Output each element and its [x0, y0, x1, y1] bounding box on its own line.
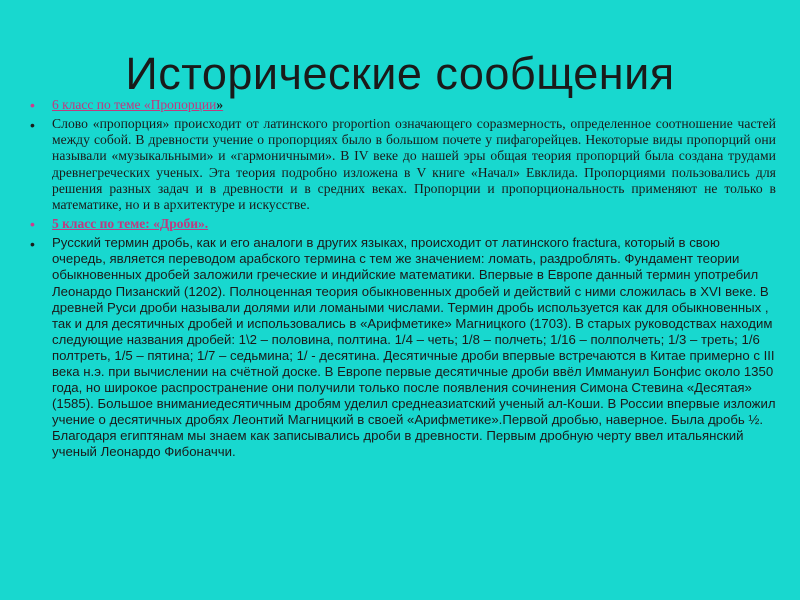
paragraph-fractions: Русский термин дробь, как и его аналоги в других языках, происходит от латинского fractura, который в свою очередь, является переводом арабского термина с тем же значением: ломать, раздроблять. Фундамент теории обыкновенных дробей заложили греческие и индийские математики. Впервые в Европе данный термин употребил Леонардо Пизанский (1202). Полноценная теория обыкновенных дробей и действий с ними сложилась в XVI веке. В древней Руси дроби называли долями или ломаными числами. Термин дробь используется как для обыкновенных , так и для десятичных дробей и использовались в «Арифметике» Магницкого (1703). В старых руководствах находим следующие названия дробей: 1\2 – половина, полтина. 1/4 – четь; 1/8 – полчеть; 1/16 – полполчеть; 1/3 – треть; 1/6 полтреть, 1/5 – пятина; 1/7 – седьмина; 1/ - десятина. Десятичные дроби впервые встречаются в Китае примерно с III века н.э. при вычислении на счётной доске. В Европе первые десятичные дроби ввёл Иммануил Бонфис около 1350 года, но широкое распространение они получили только после появления сочинения Симона Стевина «Десятая» (1585). Большое вниманиедесятичным дробям уделил среднеазиатский ученый ал-Коши. В России впервые изложил учение о десятичных дробях Леонтий Магницкий в своей «Арифметике».Первой дробью, наверное. Была дробь ½. Благодаря египтянам мы знаем как записывались дроби в древности. Первым дробную черту ввел итальянский ученый Леонардо Фибоначчи.: [52, 235, 776, 460]
bullet-dot-icon: •: [30, 97, 35, 113]
heading-fractions-link[interactable]: 5 класс по теме: «Дроби».: [52, 216, 209, 232]
slide-title: Исторические сообщения: [125, 48, 675, 99]
heading-proportions-link[interactable]: [52, 97, 223, 112]
bullet-paragraph-fractions: [24, 235, 776, 460]
paragraph-proportions: Слово «пропорция» происходит от латинского proportion означающего соразмерность, определенное соотношение частей между собой. В древности учение о пропорциях было в большом почете у пифагорейцев. Некоторые виды пропорций они называли «музыкальными» и «гармоничными». В IV веке до нашей эры общая теория пропорций была создана трудами древнегреческих ученых. Эта теория подробно изложена в V книге «Начал» Евклида. Пропорциями пользовались для решения разных задач и в древности и в средних веках. Пропорции и пропорциональность применяют не только в математике, но и в архитектуре и искусстве.: [52, 116, 776, 213]
bullet-paragraph-proportions: [24, 116, 776, 213]
bullet-dot-icon: •: [30, 117, 35, 133]
bullet-heading-fractions[interactable]: [24, 215, 776, 233]
bullet-heading-proportions[interactable]: [24, 96, 776, 114]
bullet-dot-icon: •: [30, 216, 35, 233]
heading-proportions-quote: »: [216, 97, 224, 112]
heading-proportions-label: 6 класс по теме «Пропорции: [52, 97, 217, 112]
slide-content: [24, 96, 776, 461]
bullet-dot-icon: •: [30, 236, 35, 253]
